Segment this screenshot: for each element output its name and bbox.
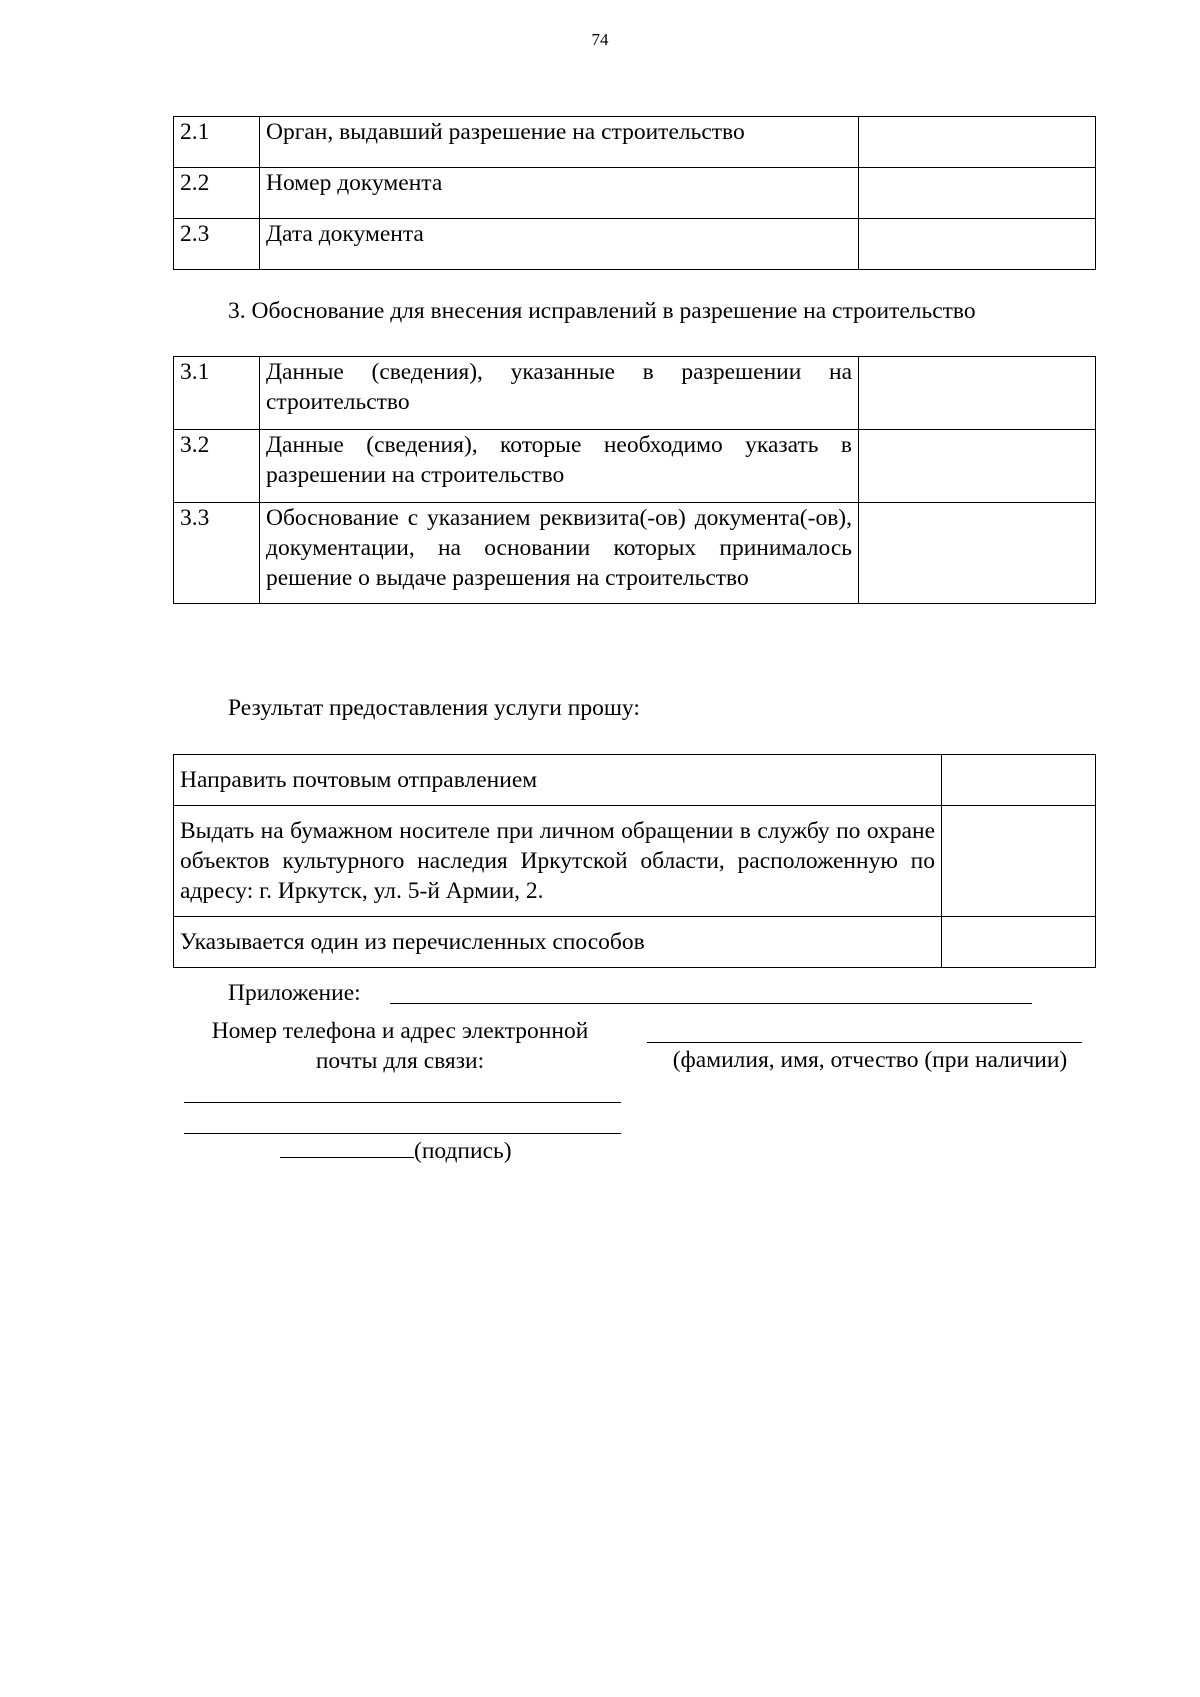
page-number: 74	[591, 30, 609, 49]
delivery-option-label: Направить почтовым отправлением	[174, 755, 942, 806]
row-number: 3.3	[174, 503, 260, 604]
full-name-caption: (фамилия, имя, отчество (при наличии)	[672, 1047, 1068, 1073]
row-value-field[interactable]	[859, 430, 1096, 503]
delivery-option-label: Выдать на бумажном носителе при личном обращении в службу по охране объектов культурного наследия Иркутской области, расположенную по адресу: г. Иркутск, ул. 5-й Армии, 2.	[174, 806, 942, 917]
row-value-field[interactable]	[859, 117, 1096, 168]
table-row	[174, 806, 1096, 917]
row-number: 3.1	[174, 357, 260, 430]
result-heading: Результат предоставления услуги прошу:	[228, 695, 640, 721]
correction-basis-table	[173, 356, 1096, 604]
table-row	[174, 357, 1096, 430]
table-row	[174, 430, 1096, 503]
delivery-option-mark[interactable]	[942, 806, 1096, 917]
row-label: Дата документа	[260, 219, 859, 270]
table-row	[174, 755, 1096, 806]
row-label: Данные (сведения), указанные в разрешении на строительство	[260, 357, 859, 430]
attachment-label: Приложение:	[228, 980, 361, 1006]
row-label: Орган, выдавший разрешение на строительство	[260, 117, 859, 168]
table-row	[174, 503, 1096, 604]
row-number: 3.2	[174, 430, 260, 503]
row-value-field[interactable]	[859, 168, 1096, 219]
contact-field-line-2[interactable]	[184, 1133, 621, 1134]
row-number: 2.3	[174, 219, 260, 270]
table-row	[174, 917, 1096, 968]
contact-label: Номер телефона и адрес электронной почты для связи:	[211, 1018, 589, 1074]
contact-field-line-1[interactable]	[184, 1102, 621, 1103]
row-value-field[interactable]	[859, 219, 1096, 270]
row-number: 2.1	[174, 117, 260, 168]
delivery-method-table	[173, 754, 1096, 968]
row-label: Обоснование с указанием реквизита(-ов) документа(-ов), документации, на основании которых принималось решение о выдаче разрешения на строительство	[260, 503, 859, 604]
attachment-field[interactable]	[390, 1003, 1032, 1004]
table-row	[174, 117, 1096, 168]
delivery-option-label: Указывается один из перечисленных способов	[174, 917, 942, 968]
full-name-field[interactable]	[647, 1042, 1082, 1043]
signature-block	[280, 1137, 512, 1165]
row-value-field[interactable]	[859, 357, 1096, 430]
row-number: 2.2	[174, 168, 260, 219]
signature-caption: (подпись)	[414, 1138, 512, 1164]
row-value-field[interactable]	[859, 503, 1096, 604]
applicant-permit-table	[173, 116, 1096, 270]
delivery-option-mark[interactable]	[942, 755, 1096, 806]
section-3-heading: 3. Обоснование для внесения исправлений в разрешение на строительство	[228, 298, 976, 324]
row-label: Номер документа	[260, 168, 859, 219]
table-row	[174, 168, 1096, 219]
row-label: Данные (сведения), которые необходимо указать в разрешении на строительство	[260, 430, 859, 503]
table-row	[174, 219, 1096, 270]
signature-field[interactable]	[280, 1137, 414, 1158]
delivery-option-mark[interactable]	[942, 917, 1096, 968]
